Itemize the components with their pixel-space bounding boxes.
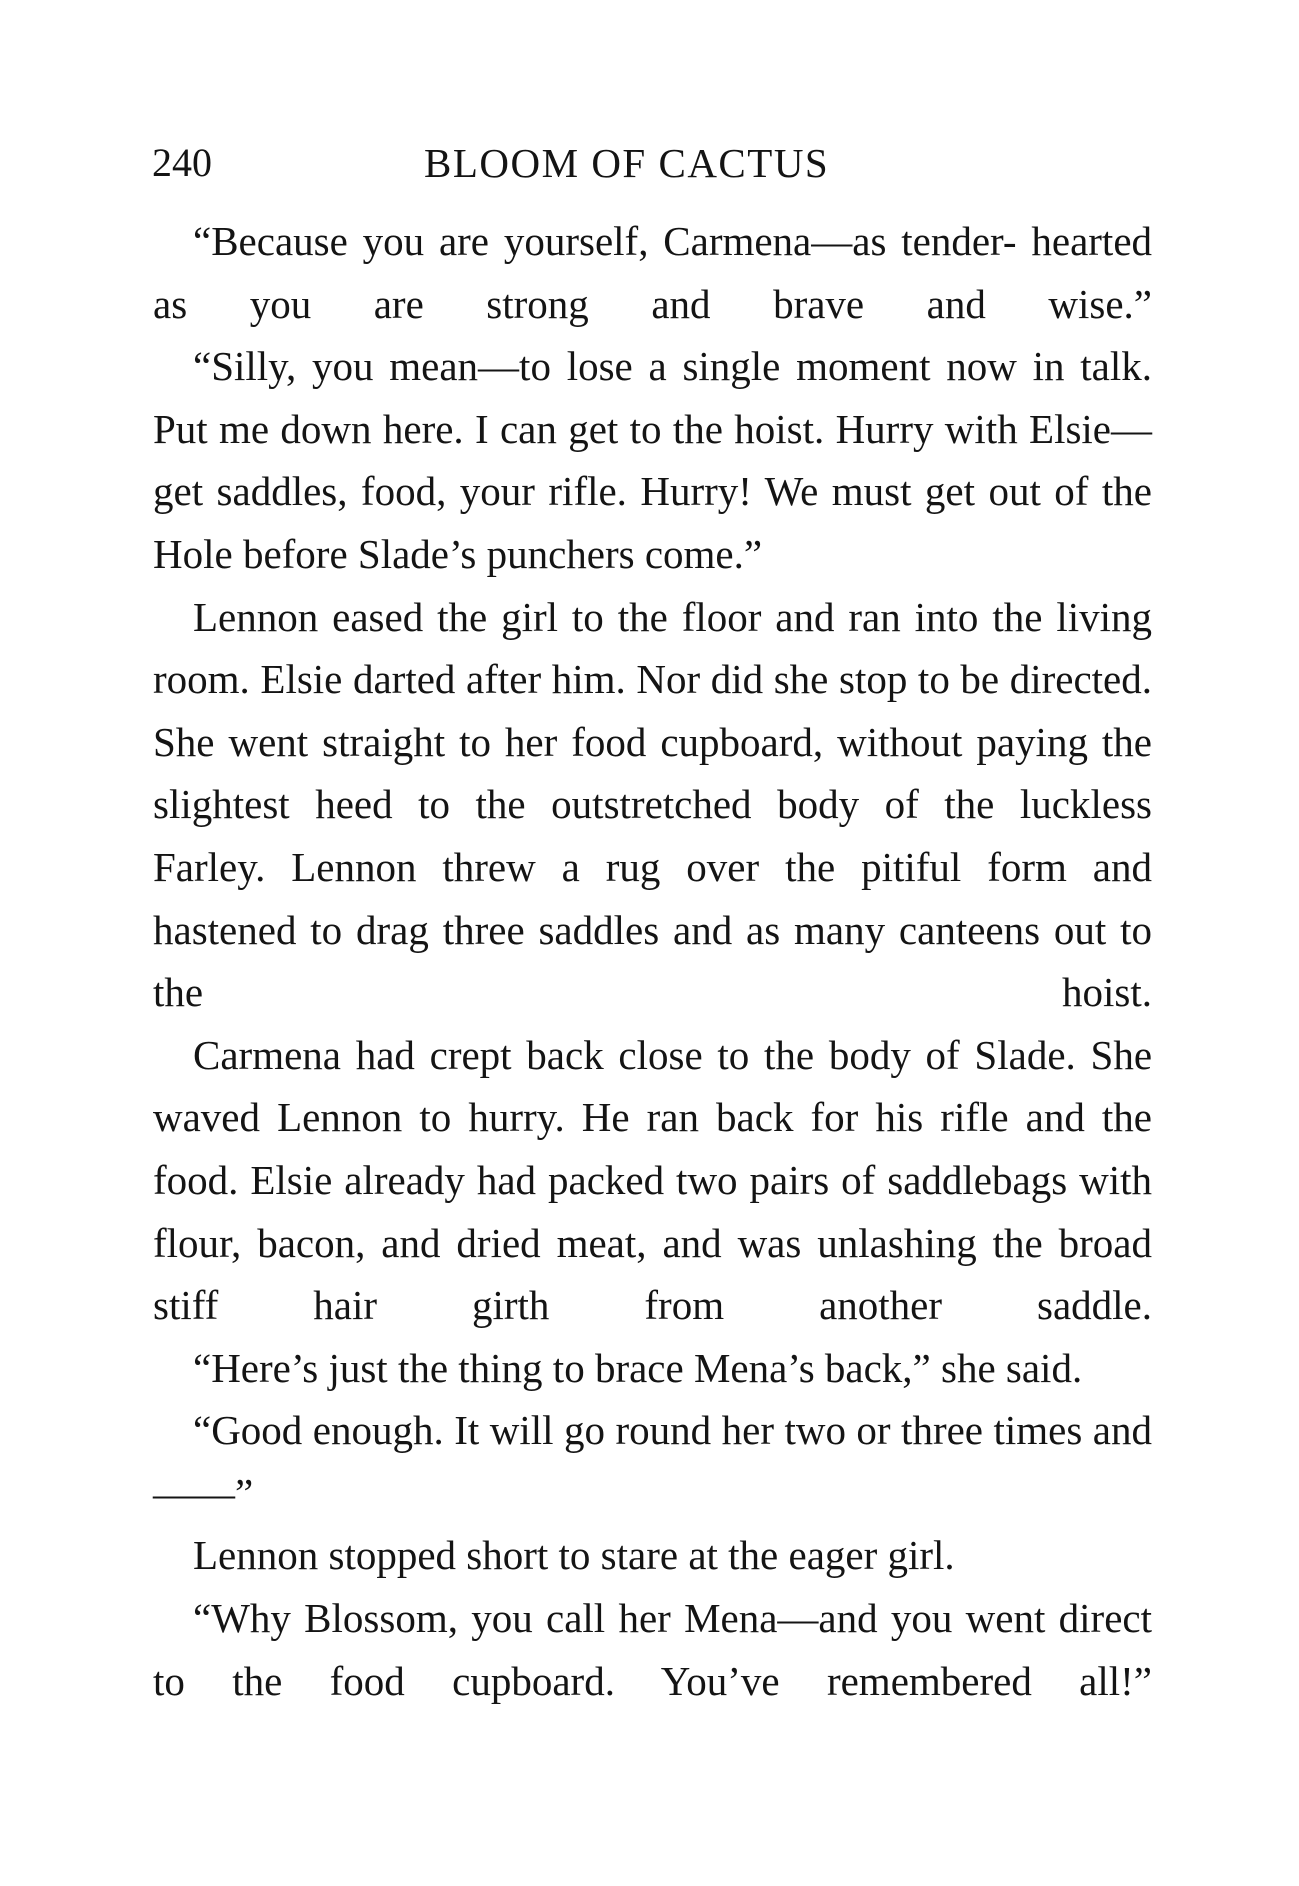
text-line: “Silly, you mean—to lose a single moment now in bbox=[193, 343, 1065, 390]
text-line: stop to be directed. She went straight to her food bbox=[153, 656, 1153, 765]
text-line: three saddles and as many canteens out to the hoist. bbox=[153, 906, 1153, 1016]
text-line: Hurry! We must get out of the Hole before Slade’s bbox=[153, 468, 1152, 577]
paragraph bbox=[153, 1024, 1152, 1337]
page-body bbox=[153, 210, 1152, 1712]
text-line: unlashing the broad stiff hair girth from another saddle. bbox=[153, 1219, 1153, 1329]
text-line: cupboard, without paying the slightest heed to the bbox=[153, 718, 1153, 828]
text-line: said. bbox=[1005, 1344, 1083, 1391]
paragraph bbox=[153, 1399, 1152, 1524]
text-line: times and——” bbox=[153, 1407, 1152, 1516]
running-title: BLOOM OF CACTUS bbox=[424, 140, 830, 186]
text-line: talk. Put me down here. I can get to the hoist. bbox=[153, 343, 1153, 452]
text-line: “Why Blossom, you call her Mena—and you went bbox=[193, 1595, 1046, 1642]
text-line: of saddlebags with flour, bacon, and dried meat, and was bbox=[153, 1156, 1152, 1266]
text-line: direct to the food cupboard. You’ve remembered all!” bbox=[153, 1595, 1152, 1704]
text-line: Lennon eased the girl to the floor and ran into the bbox=[193, 593, 1043, 640]
paragraph bbox=[153, 1524, 1152, 1587]
text-line: rifle and the food. Elsie already had packed two pairs bbox=[153, 1094, 1152, 1203]
page-number: 240 bbox=[152, 140, 212, 185]
text-line: living room. Elsie darted after him. Nor did she bbox=[153, 593, 1152, 703]
text-line: hearted as you are strong and brave and wise.” bbox=[153, 218, 1153, 327]
text-line: “Good enough. It will go round her two or three bbox=[193, 1407, 983, 1454]
text-line: Lennon stopped short to stare at the eager girl. bbox=[193, 1532, 955, 1579]
text-line: Hurry with Elsie—get saddles, food, your rifle. bbox=[153, 405, 1153, 515]
text-line: She waved Lennon to hurry. He ran back for his bbox=[153, 1031, 1153, 1141]
paragraph bbox=[153, 1587, 1152, 1712]
paragraph bbox=[153, 335, 1152, 585]
paragraph bbox=[153, 1337, 1152, 1400]
text-line: Carmena had crept back close to the body of Slade. bbox=[193, 1031, 1076, 1078]
text-line: outstretched body of the luckless Farley. Lennon bbox=[153, 781, 1152, 890]
paragraph bbox=[153, 586, 1152, 1024]
text-line: “Here’s just the thing to brace Mena’s back,” she bbox=[193, 1344, 996, 1391]
text-line: “Because you are yourself, Carmena—as tender- bbox=[193, 218, 1017, 264]
page-header bbox=[152, 138, 1152, 188]
text-line: threw a rug over the pitiful form and hastened to drag bbox=[153, 843, 1152, 953]
paragraph bbox=[153, 210, 1152, 335]
text-line: punchers come.” bbox=[486, 530, 763, 577]
